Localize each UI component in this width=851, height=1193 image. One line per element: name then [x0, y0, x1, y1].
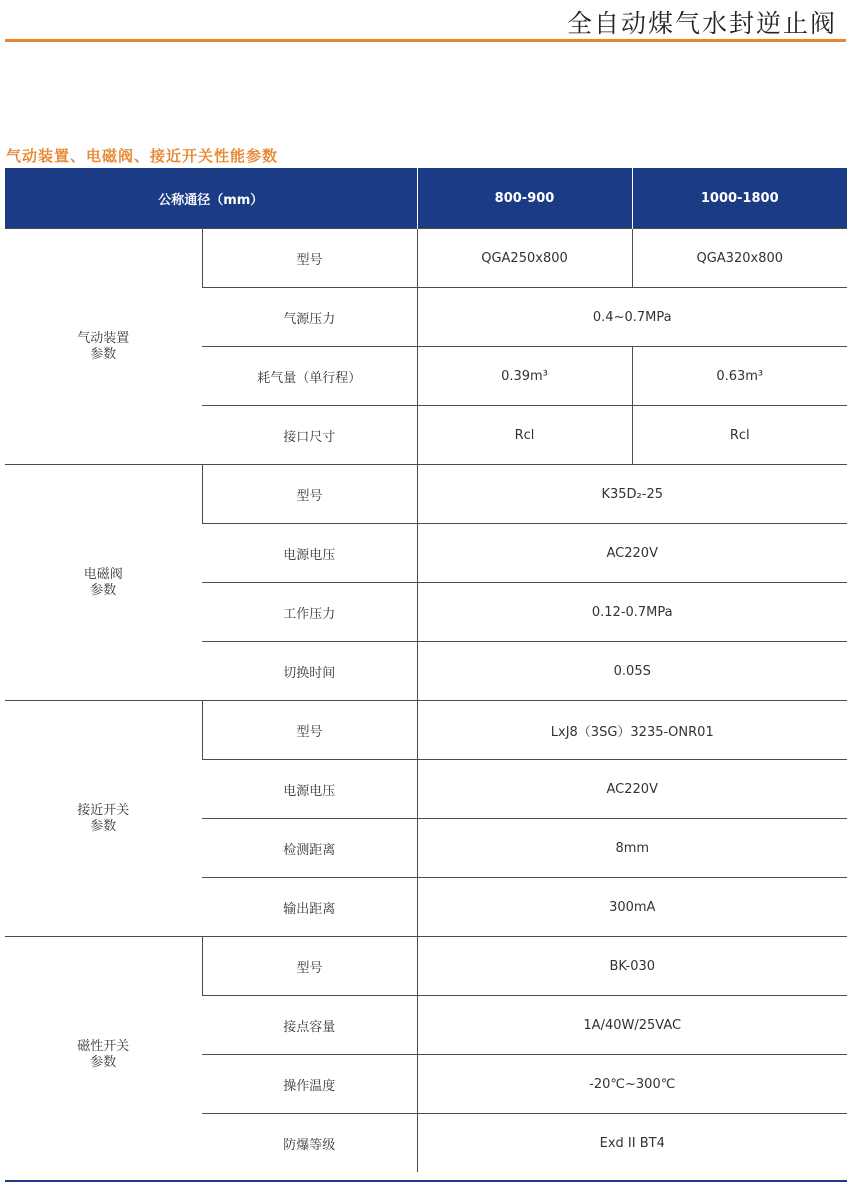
table-header-row [5, 168, 847, 229]
table-row [5, 465, 847, 524]
param-name: 型号 [202, 937, 417, 996]
param-name: 工作压力 [202, 583, 417, 642]
group-label-magnetic-switch [5, 937, 202, 1173]
param-name: 接点容量 [202, 996, 417, 1055]
param-name: 防爆等级 [202, 1114, 417, 1173]
value-cell: 0.39m³ [417, 347, 632, 406]
table-row [5, 229, 847, 288]
value-cell: 0.4~0.7MPa [417, 288, 847, 347]
group-label-line: 参数 [90, 346, 117, 362]
group-label-line: 接近开关 [77, 802, 130, 818]
value-cell: Exd II BT4 [417, 1114, 847, 1173]
header-col-800-900: 800-900 [417, 168, 632, 229]
param-name: 电源电压 [202, 760, 417, 819]
value-cell: BK-030 [417, 937, 847, 996]
value-cell: 300mA [417, 878, 847, 937]
table-bottom-rule [5, 1180, 847, 1182]
param-name: 型号 [202, 229, 417, 288]
value-cell: LxJ8（3SG）3235-ONR01 [417, 701, 847, 760]
section-heading: 气动装置、电磁阀、接近开关性能参数 [6, 147, 279, 165]
value-cell: Rcl [632, 406, 847, 465]
param-name: 型号 [202, 465, 417, 524]
value-cell: 0.12-0.7MPa [417, 583, 847, 642]
group-label-line: 参数 [90, 1054, 117, 1070]
value-cell: 0.05S [417, 642, 847, 701]
value-cell: 1A/40W/25VAC [417, 996, 847, 1055]
table-row [5, 701, 847, 760]
value-cell: 8mm [417, 819, 847, 878]
param-name: 耗气量（单行程） [202, 347, 417, 406]
group-label-line: 磁性开关 [77, 1038, 130, 1054]
group-label-line: 参数 [90, 818, 117, 834]
value-cell: Rcl [417, 406, 632, 465]
param-name: 型号 [202, 701, 417, 760]
group-label-solenoid-valve [5, 465, 202, 701]
value-cell: AC220V [417, 760, 847, 819]
value-cell: QGA250x800 [417, 229, 632, 288]
param-name: 接口尺寸 [202, 406, 417, 465]
group-label-line: 气动装置 [77, 330, 130, 346]
title-divider [5, 39, 846, 42]
header-nominal-diameter: 公称通径（mm） [5, 168, 417, 229]
group-label-pneumatic [5, 229, 202, 465]
value-cell: AC220V [417, 524, 847, 583]
group-label-proximity-switch [5, 701, 202, 937]
param-name: 电源电压 [202, 524, 417, 583]
value-cell: K35D₂-25 [417, 465, 847, 524]
value-cell: -20℃~300℃ [417, 1055, 847, 1114]
value-cell: 0.63m³ [632, 347, 847, 406]
param-name: 操作温度 [202, 1055, 417, 1114]
group-label-line: 参数 [90, 582, 117, 598]
header-col-1000-1800: 1000-1800 [632, 168, 847, 229]
group-label-line: 电磁阀 [83, 566, 123, 582]
param-name: 切换时间 [202, 642, 417, 701]
spec-table [5, 168, 847, 1172]
param-name: 检测距离 [202, 819, 417, 878]
page-title: 全自动煤气水封逆止阀 [566, 9, 837, 38]
table-row [5, 937, 847, 996]
param-name: 输出距离 [202, 878, 417, 937]
param-name: 气源压力 [202, 288, 417, 347]
value-cell: QGA320x800 [632, 229, 847, 288]
